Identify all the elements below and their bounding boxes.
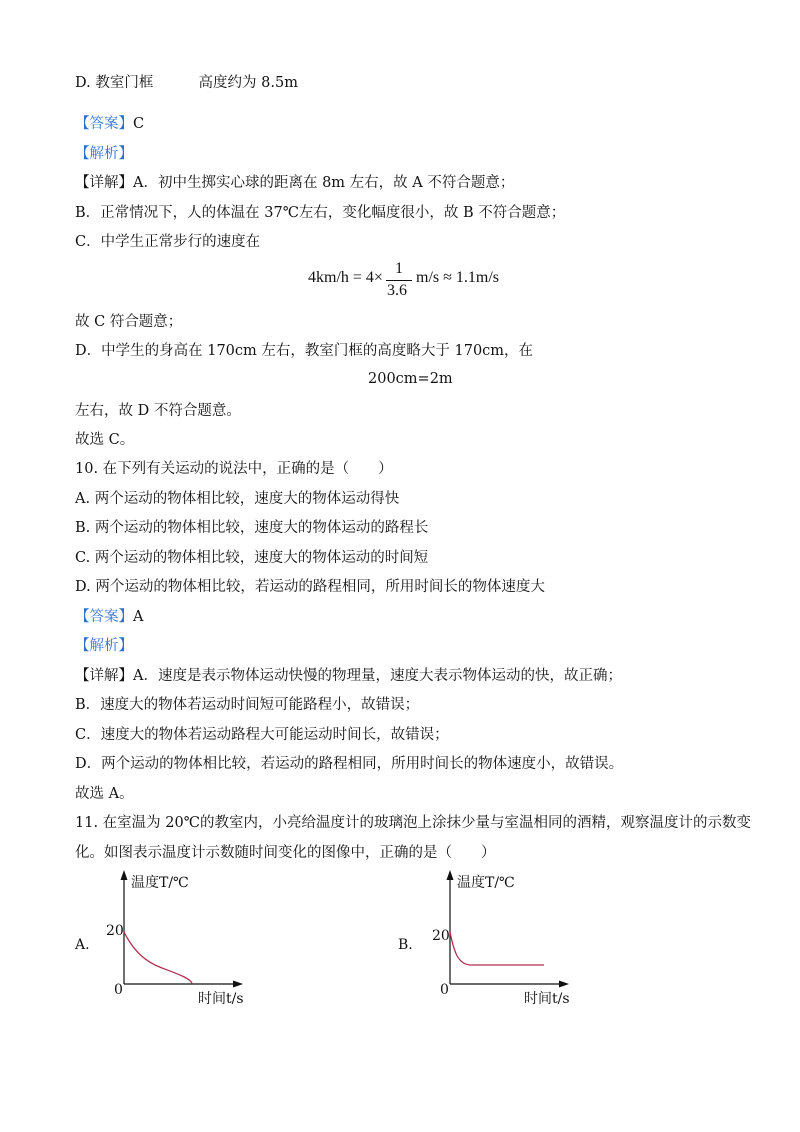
detail-text: A．速度是表示物体运动快慢的物理量，速度大表示物体运动的快，故正确； [133,668,622,684]
detail-tag: 【详解】 [75,668,133,684]
explain-d2: D．两个运动的物体相比较，若运动的路程相同，所用时间长的物体速度小，故错误。 [75,756,624,772]
choose-1: 故选 C。 [75,432,135,448]
detail-2 [75,666,622,686]
question-10: 10. 在下列有关运动的说法中，正确的是（ ） [75,461,393,477]
conclusion-c1: 故 C 符合题意； [75,314,183,330]
graph-a-curve [124,932,192,984]
q10-option-c: C. 两个运动的物体相比较，速度大的物体运动的时间短 [75,550,429,566]
graph-b-x-axis-label: 时间t/s [524,991,570,1007]
graph-a-origin: 0 [114,982,123,998]
graph-a-y-tick: 20 [106,923,124,939]
q10-option-b: B. 两个运动的物体相比较，速度大的物体运动的路程长 [75,520,429,536]
graph-b-y-axis-label: 温度T/℃ [457,875,515,891]
graph-b-option-label: B. [398,937,413,953]
q10-option-a: A. 两个运动的物体相比较，速度大的物体运动得快 [75,491,400,507]
graph-a-y-axis-label: 温度T/℃ [131,875,189,891]
graph-b-y-tick: 20 [432,928,450,944]
explain-b2: B．速度大的物体若运动时间短可能路程小，故错误； [75,697,420,713]
choose-2: 故选 A。 [75,786,134,802]
graph-b-plot [436,868,576,990]
question-11-line2: 化。如图表示温度计示数随时间变化的图像中，正确的是（ ） [75,845,496,861]
graph-b-y-arrow [447,870,454,880]
answer-tag: 【答案】 [75,116,133,132]
detail-text: A．初中生掷实心球的距离在 8m 左右，故 A 不符合题意； [133,175,515,191]
equation-numerator: 1 [395,260,403,277]
equation-denominator: 3.6 [387,282,407,299]
graph-a-plot [110,868,250,990]
answer-2 [75,607,143,627]
graph-a-x-axis-label: 时间t/s [198,991,244,1007]
parse-tag-2: 【解析】 [75,638,133,654]
fraction-bar [386,280,412,281]
equation-200cm: 200cm=2m [368,371,453,387]
parse-tag-1: 【解析】 [75,146,133,162]
question-11-line1: 11. 在室温为 20℃的教室内，小亮给温度计的玻璃泡上涂抹少量与室温相同的酒精，观察温度计的示数变 [75,815,751,831]
explain-c2: C．速度大的物体若运动路程大可能运动时间长，故错误； [75,727,449,743]
answer-value: A [133,609,144,625]
graph-b-origin: 0 [440,982,449,998]
answer-value: C [133,116,145,132]
q10-option-d: D. 两个运动的物体相比较，若运动的路程相同，所用时间长的物体速度大 [75,579,545,595]
explain-b1: B．正常情况下，人的体温在 37℃左右，变化幅度很小，故 B 不符合题意； [75,205,566,221]
option-d-value: 高度约为 8.5m [198,75,298,91]
graph-b-curve [450,932,544,965]
explain-c1: C．中学生正常步行的速度在 [75,234,261,250]
detail-1 [75,173,514,193]
graph-a-x-arrow [233,981,243,988]
option-d-line [75,73,298,93]
equation-rhs: m/s ≈ 1.1m/s [416,269,500,286]
explain-d1-tail: 左右，故 D 不符合题意。 [75,403,241,419]
graph-b-x-arrow [559,981,569,988]
answer-1 [75,114,144,134]
explain-d1: D．中学生的身高在 170cm 左右，教室门框的高度略大于 170cm，在 [75,343,534,359]
option-d-label: D. 教室门框 [75,75,154,91]
equation-lhs: 4km/h = 4× [308,269,383,286]
answer-tag: 【答案】 [75,609,133,625]
detail-tag: 【详解】 [75,175,133,191]
graph-a-y-arrow [121,870,128,880]
graph-a-option-label: A. [75,937,90,953]
